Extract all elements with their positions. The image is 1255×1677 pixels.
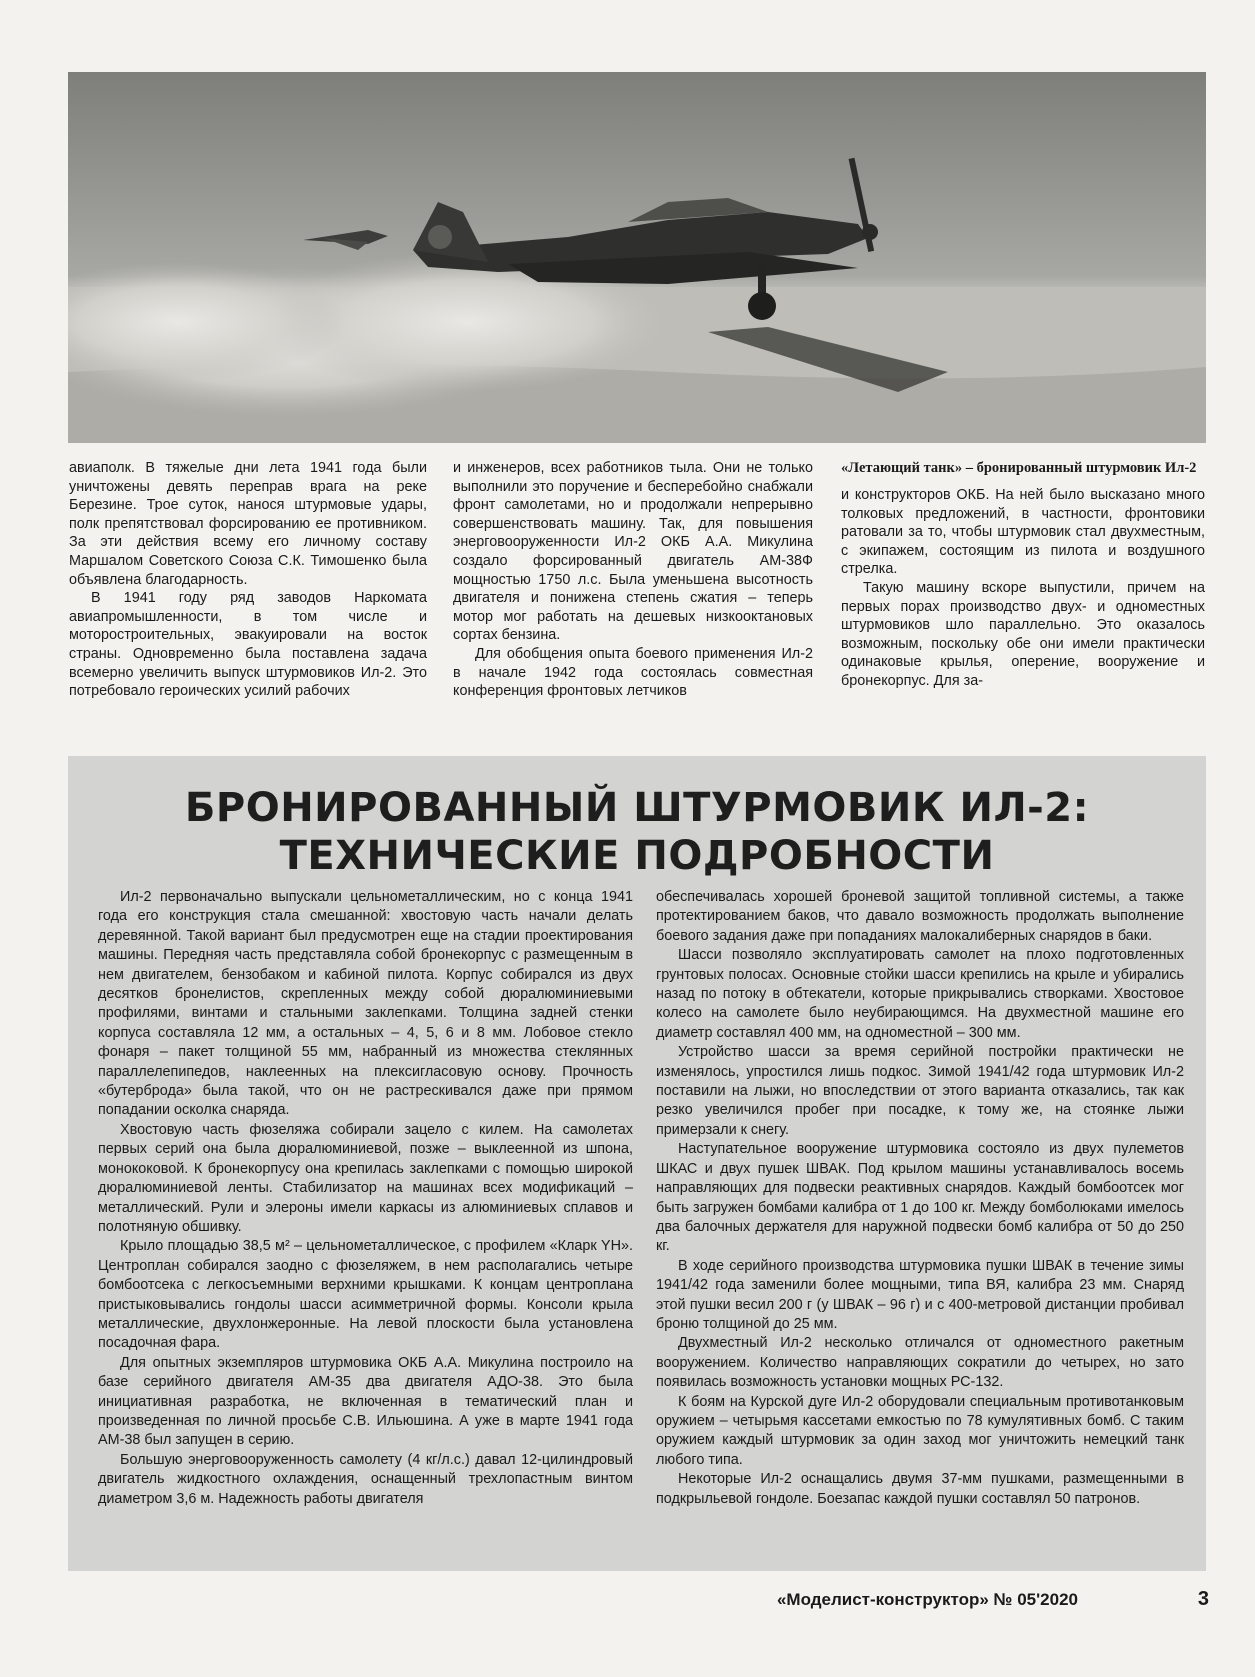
aircraft-photo-illustration [68, 72, 1206, 443]
article-column-3 [841, 459, 1205, 691]
paragraph: Двухместный Ил-2 несколько отличался от одноместного ракетным вооружением. Количество направляющих сократили до четырех, но зато появилась возможность установки мощных РС-132. [656, 1335, 1184, 1391]
paragraph: Большую энерговооруженность самолету (4 кг/л.с.) давал 12-цилиндровый двигатель жидкостного охлаждения, оснащенный трехлопастным винтом диаметром 3,6 м. Надежность работы двигателя [98, 1451, 633, 1507]
photo-il2-takeoff [68, 72, 1206, 443]
paragraph: К боям на Курской дуге Ил-2 оборудовали специальным противотанковым оружием – четырьмя кассетами емкостью по 78 кумулятивных бомб. С таким оружием каждый штурмовик за один заход мог уничтожить немецкий танк любого типа. [656, 1393, 1184, 1468]
paragraph: Шасси позволяло эксплуатировать самолет на плохо подготовленных грунтовых полосах. Основные стойки шасси крепились на крыле и убирались назад по потоку в обтекатели, которые прикрывались створками. Хвостовое колесо на самолете было неубирающимся. На двухместной машине его диаметр составлял 400 мм, на одноместной – 300 мм. [656, 947, 1184, 1041]
section-title-line-1: БРОНИРОВАННЫЙ ШТУРМОВИК ИЛ-2: [184, 785, 1090, 831]
paragraph: Наступательное вооружение штурмовика состояло из двух пулеметов ШКАС и двух пушек ШВАК. Под крылом машины устанавливалось восемь направляющих для подвески реактивных снарядов. Каждый бомбоотсек мог быть загружен бомбами калибра от 1 до 100 кг. Между бомболюками имелось два балочных держателя для наружной подвески бомб калибра от 50 до 250 кг. [656, 1141, 1184, 1255]
paragraph: Для обобщения опыта боевого применения Ил-2 в начале 1942 года состоялась совместная конференция фронтовых летчиков [453, 645, 813, 700]
paragraph: авиаполк. В тяжелые дни лета 1941 года были уничтожены девять переправ врага на реке Березине. Трое суток, нанося штурмовые удары, полк препятствовал форсированию ее противником. За эти действия всему его личному составу Маршалом Советского Союза С.К. Тимошенко была объявлена благодарность. [69, 460, 427, 588]
paragraph: Крыло площадью 38,5 м² – цельнометаллическое, с профилем «Кларк YH». Центроплан собирался заодно с фюзеляжем, в нем располагались четыре бомбоотсека с легкосъемными верхними крышками. К концам центроплана пристыковывались гондолы шасси асимметричной формы. Консоли крыла металлические, двухлонжеронные. На левой плоскости была установлена посадочная фара. [98, 1238, 633, 1352]
paragraph: и инженеров, всех работников тыла. Они не только выполнили это поручение и бесперебойно снабжали фронт самолетами, но и продолжали непрерывно совершенствовать машину. Так, для повышения энерговооруженности Ил-2 ОКБ А.А. Микулина создало форсированный двигатель АМ-38Ф мощностью 1750 л.с. Была уменьшена высотность двигателя и понижена степень сжатия – теперь мотор мог работать на дешевых низкооктановых сортах бензина. [453, 460, 813, 644]
paragraph: В ходе серийного производства штурмовика пушки ШВАК в течение зимы 1941/42 года заменили более мощными, типа ВЯ, калибра 23 мм. Снаряд этой пушки весил 200 г (у ШВАК – 96 г) и с 400-метровой дистанции пробивал броню толщиной до 25 мм. [656, 1257, 1184, 1332]
technical-details-section [68, 756, 1206, 1571]
paragraph: обеспечивалась хорошей броневой защитой топливной системы, а также протектированием баков, что давало возможность продолжать выполнение боевого задания даже при попаданиях малокалиберных снарядов в баки. [656, 889, 1184, 944]
page-number: 3 [1197, 1588, 1209, 1610]
paragraph: Для опытных экземпляров штурмовика ОКБ А.А. Микулина построило на базе серийного двигателя АМ-35 два двигателя АДО-38. Это была инициативная разработка, не включенная в тематический план и произведенная по личной просьбе С.В. Ильюшина. А уже в марте 1941 года АМ-38 был запущен в серию. [98, 1354, 633, 1449]
paragraph: Такую машину вскоре выпустили, причем на первых порах производство двух- и одноместных штурмовиков шло параллельно. Это оказалось возможным, поскольку обе они имели практически одинаковые крылья, оперение, вооружение и бронекорпус. Для за- [841, 579, 1205, 689]
section-column-right [656, 888, 1184, 1509]
paragraph: Некоторые Ил-2 оснащались двумя 37-мм пушками, размещенными в подкрыльевой гондоле. Боезапас каждой пушки составлял 50 патронов. [656, 1471, 1184, 1507]
photo-caption: «Летающий танк» – бронированный штурмовик Ил-2 [841, 460, 1197, 476]
paragraph: и конструкторов ОКБ. На ней было высказано много толковых предложений, в частности, фронтовики ратовали за то, чтобы штурмовик стал двухместным, с экипажем, состоящим из пилота и воздушного стрелка. [841, 487, 1205, 578]
paragraph: Хвостовую часть фюзеляжа собирали зацело с килем. На самолетах первых серий она была дюралюминиевой, позже – выклеенной из шпона, монококовой. К бронекорпусу она крепилась заклепками с помощью широкой дюралюминиевой ленты. Стабилизатор на машинах всех модификаций – металлический. Рули и элероны имели каркасы из алюминиевых сплавов и полотняную обшивку. [98, 1121, 633, 1235]
section-title-line-2: ТЕХНИЧЕСКИЕ ПОДРОБНОСТИ [279, 833, 995, 879]
paragraph: Устройство шасси за время серийной постройки практически не изменялось, упростился лишь подкос. Зимой 1941/42 года штурмовик Ил-2 поставили на лыжи, но впоследствии от этого варианта отказались, так как резко увеличился пробег при посадке, к тому же, на стоянке лыжи примерзали к снегу. [656, 1044, 1184, 1138]
magazine-issue: «Моделист-конструктор» № 05'2020 [776, 1590, 1078, 1609]
article-column-2 [453, 459, 813, 701]
article-column-1 [69, 459, 427, 701]
page-footer [0, 1590, 1255, 1620]
paragraph: В 1941 году ряд заводов Наркомата авиапромышленности, в том числе и моторостроительных, эвакуировали на восток страны. Одновременно была поставлена задача всемерно увеличить выпуск штурмовиков Ил-2. Это потребовало героических усилий рабочих [69, 590, 427, 700]
section-title [68, 784, 1206, 880]
paragraph: Ил-2 первоначально выпускали цельнометаллическим, но с конца 1941 года его конструкция стала смешанной: хвостовую часть начали делать деревянной. Такой вариант был предусмотрен еще на стадии проектирования машины. Передняя часть представляла собой бронекорпус с размещенным в нем двигателем, бензобаком и кабиной пилота. Корпус собирался из двух десятков бронелистов, скрепленных между собой дюралюминиевыми профилями, винтами и стальными заклепками. Толщина задней стенки корпуса составляла 12 мм, а остальных – 4, 5, 6 и 8 мм. Лобовое стекло фонаря – пакет толщиной 55 мм, набранный из множества стеклянных параллелепипедов, наклеенных на плексигласовую основу. Прочность «бутерброда» была такой, что он не растрескивался даже при прямом попадании осколка снаряда. [98, 889, 633, 1119]
section-column-left [98, 888, 633, 1509]
